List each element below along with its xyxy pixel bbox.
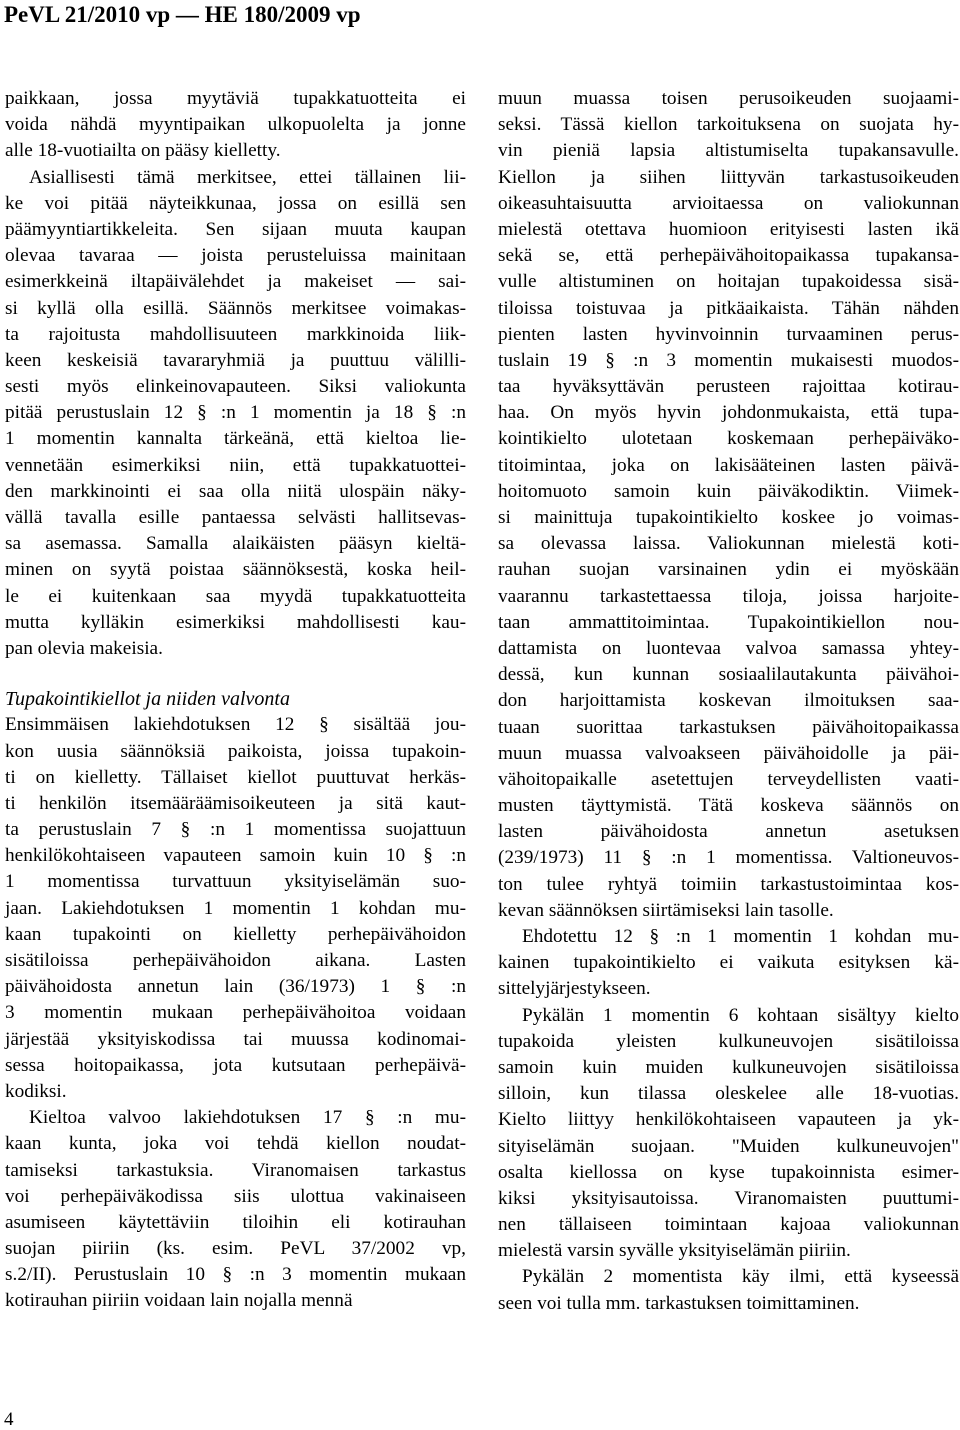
- text-line: Pykälän 1 momentin 6 kohtaan sisältyy kielto: [522, 1004, 959, 1026]
- text-line: vällä tavalla esille pantaessa selvästi hallitsevas-: [5, 507, 466, 528]
- text-line: ke voi pitää näyteikkunaa, jossa on esillä sen: [5, 192, 466, 214]
- text-line: seen voi tulla mm. tarkastuksen toimittaminen.: [498, 1292, 860, 1314]
- text-line: tupakoida yleisten kulkuneuvojen sisätiloissa: [498, 1030, 959, 1052]
- text-line: jaan. Lakiehdotuksen 1 momentin 1 kohdan mu-: [5, 897, 466, 919]
- text-line: kainen tupakointikielto ei vaikuta esityksen kä-: [498, 952, 959, 974]
- text-line: s.2/II). Perustuslain 10 § :n 3 momentin mukaan: [5, 1264, 466, 1286]
- text-line: mutta kylläkin esimerkiksi mahdollisesti kau-: [5, 611, 466, 633]
- text-line: si mainittuja tupakointikielto koskee jo voimas-: [498, 507, 959, 528]
- text-line: tamiseksi tarkastuksia. Viranomaisen tarkastus: [5, 1159, 466, 1181]
- text-line: sisätiloissa perhepäivähoidon aikana. Lasten: [5, 950, 466, 971]
- text-line: järjestää yksityiskodissa tai muussa kodinomai-: [5, 1028, 466, 1050]
- paragraph: [5, 712, 466, 1105]
- text-line: kevan säännöksen siirtämiseksi lain tasolle.: [498, 899, 834, 921]
- text-line: hoitomuoto samoin kuin päiväkodiktin. Viimek-: [498, 480, 959, 502]
- text-line: olevaa tavaraa — joista perusteluissa mainitaan: [5, 245, 466, 267]
- text-line: esimerkkeinä iltapäivälehdet ja makeiset — sai-: [5, 271, 466, 293]
- text-line: sityiselämän suojaan. "Muiden kulkuneuvojen": [498, 1135, 959, 1157]
- text-line: den markkinointi ei saa olla niitä ulospäin näky-: [5, 480, 466, 502]
- text-line: Ehdotettu 12 § :n 1 momentin 1 kohdan mu-: [522, 926, 959, 947]
- text-line: päämyyntiartikkeleita. Sen sijaan muuta kaupan: [5, 218, 466, 240]
- text-line: sittelyjärjestykseen.: [498, 978, 651, 1000]
- text-line: sa olevassa laissa. Valiokunnan mielestä koti-: [498, 533, 959, 555]
- text-line: päivähoidosta annetun lain (36/1973) 1 § :n: [5, 976, 466, 998]
- text-line: ti on kielletty. Tällaiset kiellot puuttuvat herkäs-: [5, 766, 466, 788]
- paragraph: [5, 1105, 466, 1315]
- text-line: vin pieniä lapsia altistumiselta tupakansavulle.: [498, 140, 959, 162]
- text-line: voi perhepäiväkodissa siis ulottua vakinaiseen: [5, 1185, 466, 1207]
- text-line: vennetään esimerkiksi niin, että tupakkatuottei-: [5, 454, 466, 476]
- text-line: Asiallisesti tämä merkitsee, ettei tällainen lii-: [29, 166, 466, 188]
- text-line: osalta kiellossa on kyse tupakoinnista esimer-: [498, 1161, 959, 1183]
- text-line: taa hyväksyttävän perusteen rajoittaa kotirau-: [498, 376, 959, 398]
- text-line: dessä, kun kunnan sosiaalilautakunta päivähoi-: [498, 664, 959, 686]
- text-line: ta rajoitusta mahdollisuuteen markkinoida liik-: [5, 323, 466, 345]
- paragraph: [498, 86, 959, 924]
- text-line: Kieltoa valvoo lakiehdotuksen 17 § :n mu-: [29, 1107, 466, 1129]
- text-line: vulle altistuminen on hoitajan tupakoidessa sisä-: [498, 271, 959, 293]
- text-line: tiloissa toistuvaa ja pitkäaikaista. Tähän nähden: [498, 297, 959, 319]
- right-column: [498, 86, 959, 1317]
- text-line: lasten päivähoidosta annetun asetuksen: [498, 821, 959, 843]
- text-line: pitää perustuslain 12 § :n 1 momentin ja 18 § :n: [5, 402, 466, 424]
- text-line: kodiksi.: [5, 1080, 67, 1102]
- text-line: le ei kuitenkaan saa myydä tupakkatuotteita: [5, 585, 466, 607]
- text-line: henkilökohtaiseen vapauteen samoin kuin 10 § :n: [5, 845, 466, 867]
- text-line: sessa hoitopaikassa, jota kutsutaan perhepäivä-: [5, 1054, 466, 1076]
- text-line: tuaan suorittaa tarkastuksen päivähoitopaikassa: [498, 716, 959, 738]
- spacer: [5, 662, 466, 686]
- left-column: [5, 86, 466, 1315]
- text-line: Pykälän 2 momentista käy ilmi, että kyseessä: [522, 1266, 959, 1288]
- text-line: sekä se, että perhepäivähoitopaikassa tupakansa-: [498, 245, 959, 267]
- page-number: 4: [4, 1409, 14, 1430]
- text-line: kiksi yksityisautoissa. Viranomaisten puuttumi-: [498, 1187, 959, 1209]
- text-line: alle 18-vuotiailta on pääsy kielletty.: [5, 140, 281, 162]
- text-line: kaan kunta, joka voi tehdä kiellon noudat-: [5, 1133, 466, 1155]
- text-line: haa. On myös hyvin johdonmukaista, että tupa-: [498, 402, 959, 424]
- paragraph: [498, 1264, 959, 1316]
- text-line: musten täyttymistä. Tätä koskeva säännös on: [498, 795, 959, 817]
- text-line: Ensimmäisen lakiehdotuksen 12 § sisältää jou-: [5, 714, 466, 736]
- text-line: mielestä varsin syvälle yksityiselämän piiriin.: [498, 1240, 851, 1262]
- text-line: muun muassa valvoakseen päivähoidolle ja päi-: [498, 742, 959, 764]
- text-line: sesti myös elinkeinovapauteen. Siksi valiokunta: [5, 376, 466, 398]
- text-line: si kyllä olla esillä. Säännös merkitsee voimakas-: [5, 297, 466, 319]
- text-line: silloin, kun tilassa oleskelee alle 18-vuotias.: [498, 1083, 959, 1105]
- text-line: seksi. Tässä kiellon tarkoituksena on suojata hy-: [498, 114, 959, 136]
- text-line: voida nähdä myyntipaikan ulkopuolelta ja jonne: [5, 114, 466, 136]
- text-line: ti henkilön itsemääräämisoikeuteen ja sitä kaut-: [5, 792, 466, 814]
- text-line: nen tällaiseen toimintaan kajoaa valiokunnan: [498, 1214, 959, 1236]
- text-line: suojan piiriin (ks. esim. PeVL 37/2002 vp,: [5, 1238, 466, 1260]
- text-line: pan olevia makeisia.: [5, 637, 163, 659]
- text-line: keen keskeisiä tavararyhmiä ja puuttuu välilli-: [5, 349, 466, 371]
- text-line: rauhan suojan varsinainen ydin ei myöskään: [498, 559, 959, 581]
- text-line: asumiseen käytettäviin tiloihin eli kotirauhan: [5, 1211, 466, 1233]
- text-line: pienten lasten hyvinvoinnin turvaaminen perus-: [498, 323, 959, 345]
- text-line: mielestä otettava huomioon erityisesti lasten ikä: [498, 218, 959, 240]
- text-line: kaan tupakointi on kielletty perhepäivähoidon: [5, 923, 466, 945]
- text-line: (239/1973) 11 § :n 1 momentissa. Valtioneuvos-: [498, 847, 959, 869]
- text-line: dattamista on luontevaa valvoa samassa yhtey-: [498, 637, 959, 659]
- text-line: tuslain 19 § :n 3 momentin mukaisesti muodos-: [498, 349, 959, 371]
- text-line: Kielto liittyy henkilökohtaiseen vapauteen ja yk-: [498, 1109, 959, 1131]
- paragraph: [5, 86, 466, 165]
- paragraph: [5, 165, 466, 663]
- paragraph: [498, 924, 959, 1003]
- text-line: vähoitopaikalle asetettujen terveydellisten vaati-: [498, 768, 959, 790]
- text-line: oikeasuhtaisuutta arvioitaessa on valiokunnan: [498, 192, 959, 214]
- text-line: 1 momentin kannalta tärkeänä, että kieltoa lie-: [5, 428, 466, 450]
- text-line: 1 momentissa turvattuun yksityiselämän suo-: [5, 871, 466, 893]
- text-line: Kiellon ja siihen liittyvän tarkastusoikeuden: [498, 166, 959, 188]
- text-line: vaarannu tarkastettaessa tiloja, joissa harjoite-: [498, 585, 959, 607]
- text-line: ton tulee ryhtyä toimiin tarkastustoimintaa kos-: [498, 873, 959, 895]
- text-line: kotirauhan piiriin voidaan lain nojalla mennä: [5, 1290, 353, 1312]
- text-line: don harjoittamista koskevan ilmoituksen saa-: [498, 690, 959, 712]
- text-line: samoin kuin muiden kulkuneuvojen sisätiloissa: [498, 1056, 959, 1078]
- text-line: titoimintaa, joka on lakisääteinen lasten päivä-: [498, 454, 959, 476]
- text-line: 3 momentin mukaan perhepäivähoitoa voidaan: [5, 1002, 466, 1024]
- paragraph: [498, 1003, 959, 1265]
- section-heading: Tupakointikiellot ja niiden valvonta: [5, 688, 290, 711]
- text-line: kon uusia säännöksiä paikoista, joissa tupakoin-: [5, 740, 466, 762]
- text-line: paikkaan, jossa myytäviä tupakkatuotteita ei: [5, 88, 466, 109]
- text-line: sa asemassa. Samalla alaikäisten pääsyn kieltä-: [5, 533, 466, 555]
- text-line: kointikielto ulotetaan koskemaan perhepäiväko-: [498, 428, 959, 450]
- text-line: taan ammattitoimintaa. Tupakointikiellon nou-: [498, 611, 959, 633]
- running-header: PeVL 21/2010 vp — HE 180/2009 vp: [4, 2, 361, 27]
- text-line: ta perustuslain 7 § :n 1 momentissa suojattuun: [5, 819, 466, 841]
- text-line: minen on syytä poistaa säännöksestä, koska heil-: [5, 559, 466, 581]
- text-line: muun muassa toisen perusoikeuden suojaami-: [498, 88, 959, 109]
